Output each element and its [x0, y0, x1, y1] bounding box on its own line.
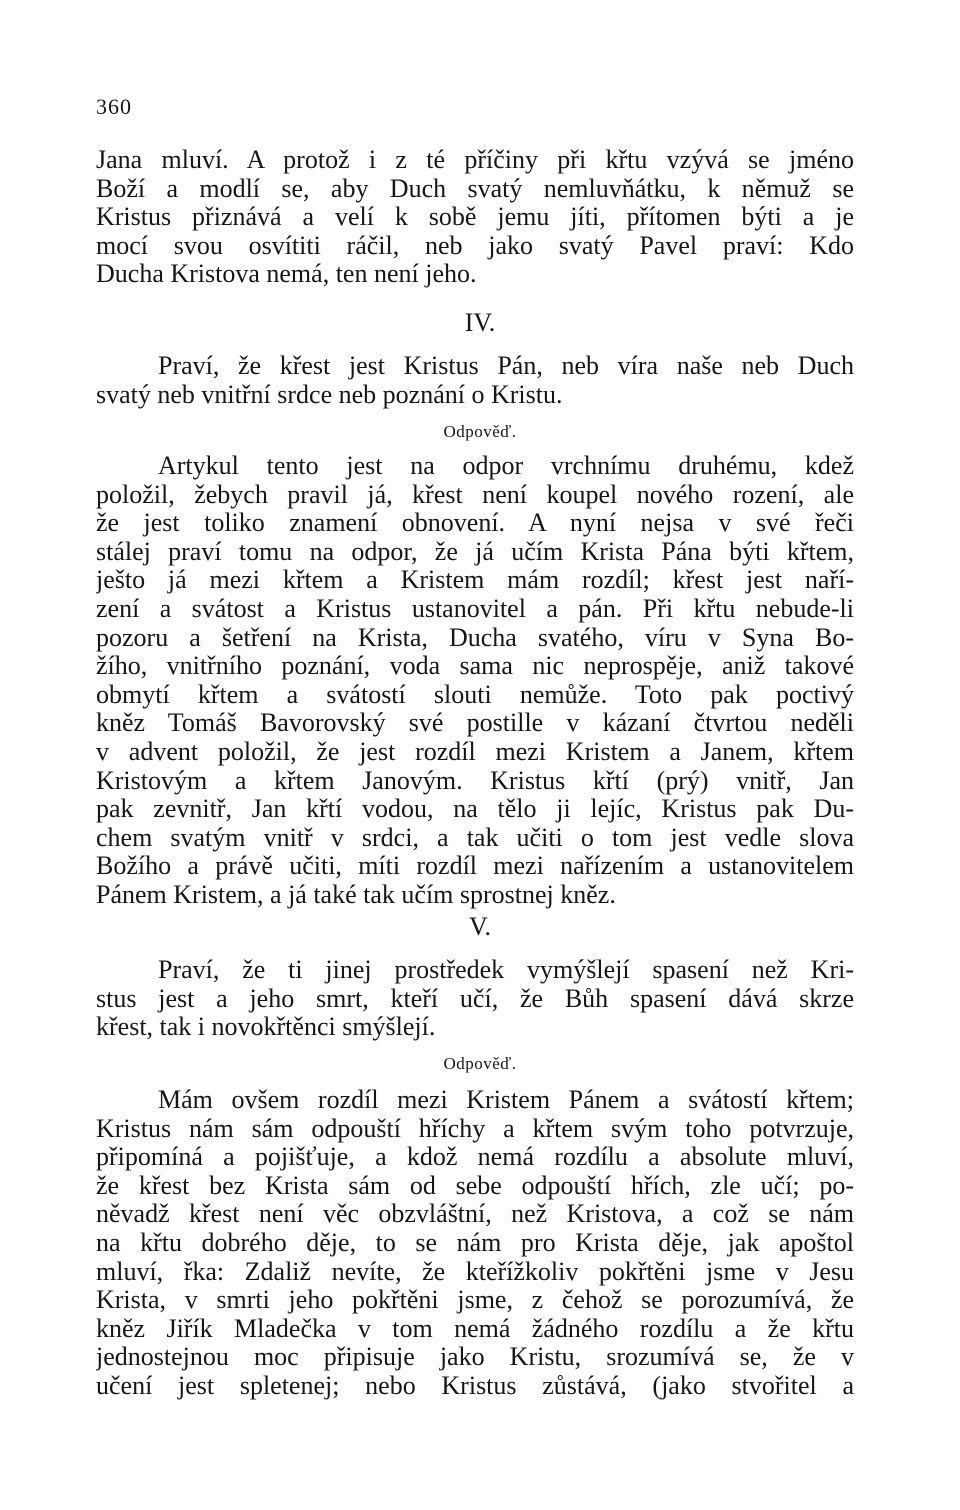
text-line: Jana mluví. A protož i z té příčiny při křtu vzývá se jméno — [96, 146, 854, 174]
text-line: něvadž křest není věc obzvláštní, než Kristova, a což se nám — [96, 1200, 854, 1229]
answer-heading-1: Odpověď. — [443, 422, 517, 441]
answer-heading-2: Odpověď. — [443, 1054, 517, 1073]
text-line: Mám ovšem rozdíl mezi Kristem Pánem a svátostí křtem; — [158, 1086, 854, 1114]
text-line: učení jest spletenej; nebo Kristus zůstává, (jako stvořitel a — [96, 1371, 854, 1400]
text-line: že jest toliko znamení obnovení. A nyní nejsa v své řeči — [96, 509, 854, 538]
text-line: Praví, že křest jest Kristus Pán, neb víra naše neb Duch — [158, 352, 854, 380]
text-line: Kristus nám sám odpouští hříchy a křtem svým toho potvrzuje, — [96, 1114, 854, 1143]
text-line: v advent položil, že jest rozdíl mezi Kristem a Janem, křtem — [96, 737, 854, 766]
text-line: pak zevnitř, Jan křtí vodou, na tělo ji lejíc, Kristus pak Du- — [96, 795, 854, 824]
text-line: mluví, řka: Zdaliž nevíte, že kteřížkoliv pokřtěni jsme v Jesu — [96, 1257, 854, 1286]
text-line: Krista, v smrti jeho pokřtěni jsme, z čehož se porozumívá, že — [96, 1286, 854, 1315]
text-line: Kristus přiznává a velí k sobě jemu jíti, přítomen býti a je — [96, 203, 854, 232]
paragraph-1 — [96, 146, 854, 289]
text-line: Boží a modlí se, aby Duch svatý nemluvňátku, k němuž se — [96, 174, 854, 203]
section-heading-iv: IV. — [464, 308, 496, 337]
text-line: Ducha Kristova nemá, ten není jeho. — [96, 260, 477, 289]
paragraph-4 — [96, 956, 854, 1042]
paragraph-5 — [96, 1086, 854, 1401]
page-number: 360 — [96, 94, 132, 119]
text-line: stus jest a jeho smrt, kteří učí, že Bůh spasení dává skrze — [96, 984, 854, 1013]
text-line: obmytí křtem a svátostí slouti nemůže. Toto pak poctivý — [96, 680, 854, 709]
paragraph-3 — [96, 452, 854, 910]
text-line: křest, tak i novokřtěnci smýšlejí. — [96, 1013, 436, 1042]
text-line: Pánem Kristem, a já také tak učím sprostnej kněz. — [96, 880, 616, 909]
text-line: ješto já mezi křtem a Kristem mám rozdíl; křest jest naří- — [96, 566, 854, 595]
text-line: připomíná a pojišťuje, a kdož nemá rozdílu a absolute mluví, — [96, 1143, 854, 1172]
text-line: že křest bez Krista sám od sebe odpouští hřích, zle učí; po- — [96, 1171, 854, 1200]
text-line: stálej praví tomu na odpor, že já učím Krista Pána býti křtem, — [96, 537, 854, 566]
text-line: kněz Jiřík Mladečka v tom nemá žádného rozdílu a že křtu — [96, 1314, 854, 1343]
text-line: zení a svátost a Kristus ustanovitel a pán. Při křtu nebude-li — [96, 594, 854, 623]
text-line: kněz Tomáš Bavorovský své postille v kázaní čtvrtou neděli — [96, 709, 854, 738]
text-line: svatý neb vnitřní srdce neb poznání o Kristu. — [96, 380, 563, 409]
paragraph-2 — [96, 352, 854, 409]
text-line: Kristovým a křtem Janovým. Kristus křtí (prý) vnitř, Jan — [96, 766, 854, 795]
text-line: pozoru a šetření na Krista, Ducha svatého, víru v Syna Bo- — [96, 623, 854, 652]
text-line: jednostejnou moc připisuje jako Kristu, srozumívá se, že v — [96, 1343, 854, 1372]
text-line: mocí svou osvítiti ráčil, neb jako svatý Pavel praví: Kdo — [96, 231, 854, 260]
text-line: na křtu dobrého děje, to se nám pro Krista děje, jak apoštol — [96, 1228, 854, 1257]
text-line: Artykul tento jest na odpor vrchnímu druhému, kdež — [158, 452, 854, 480]
text-line: chem svatým vnitř v srdci, a tak učiti o tom jest vedle slova — [96, 823, 854, 852]
section-heading-v: V. — [469, 912, 491, 941]
text-line: Božího a právě učiti, míti rozdíl mezi nařízením a ustanovitelem — [96, 852, 854, 881]
text-line: žího, vnitřního poznání, voda sama nic neprospěje, aniž takové — [96, 652, 854, 681]
text-line: položil, žebych pravil já, křest není koupel nového rození, ale — [96, 480, 854, 509]
text-line: Praví, že ti jinej prostředek vymýšlejí spasení než Kri- — [158, 956, 854, 984]
